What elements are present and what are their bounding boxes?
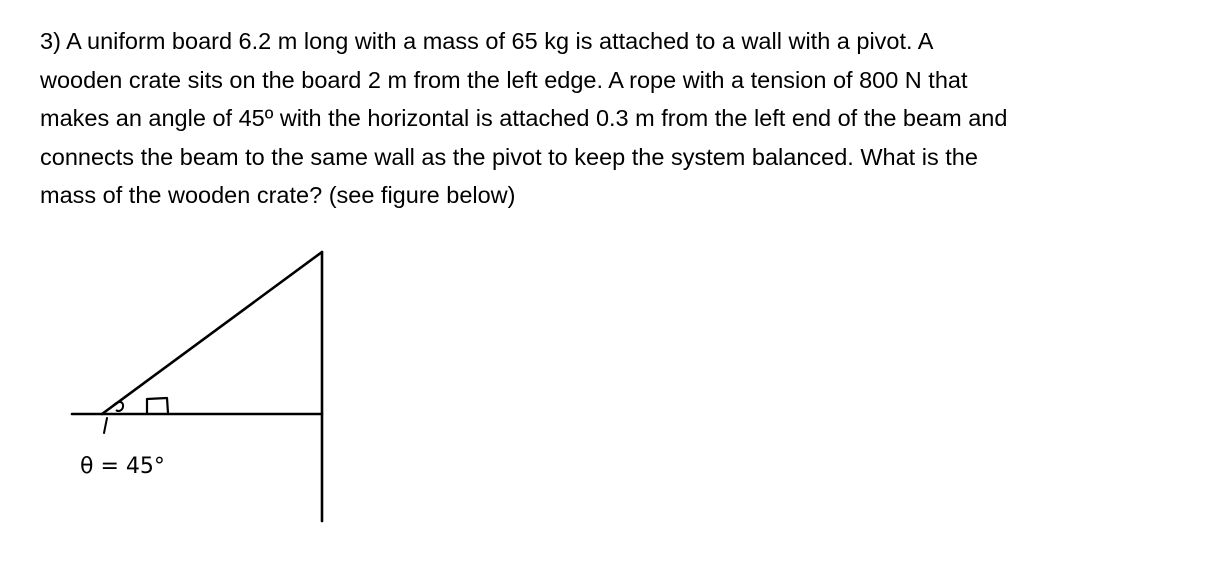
problem-line-2: wooden crate sits on the board 2 m from the left edge. A rope with a tension of 800 N that	[40, 66, 968, 93]
problem-line-1: 3) A uniform board 6.2 m long with a mass of 65 kg is attached to a wall with a pivot. A	[40, 28, 934, 54]
angle-label: θ = 45°	[80, 454, 165, 479]
problem-statement	[40, 22, 1190, 215]
board-diagram	[60, 240, 360, 530]
board-diagram-svg	[60, 240, 360, 530]
angle-pointer	[104, 418, 107, 433]
rope	[102, 252, 322, 414]
crate	[147, 398, 168, 413]
problem-line-4: connects the beam to the same wall as the pivot to keep the system balanced. What is the	[40, 143, 978, 170]
problem-line-5: mass of the wooden crate? (see figure below)	[40, 182, 516, 208]
problem-line-3: makes an angle of 45º with the horizontal is attached 0.3 m from the left end of the beam and	[40, 105, 1008, 131]
